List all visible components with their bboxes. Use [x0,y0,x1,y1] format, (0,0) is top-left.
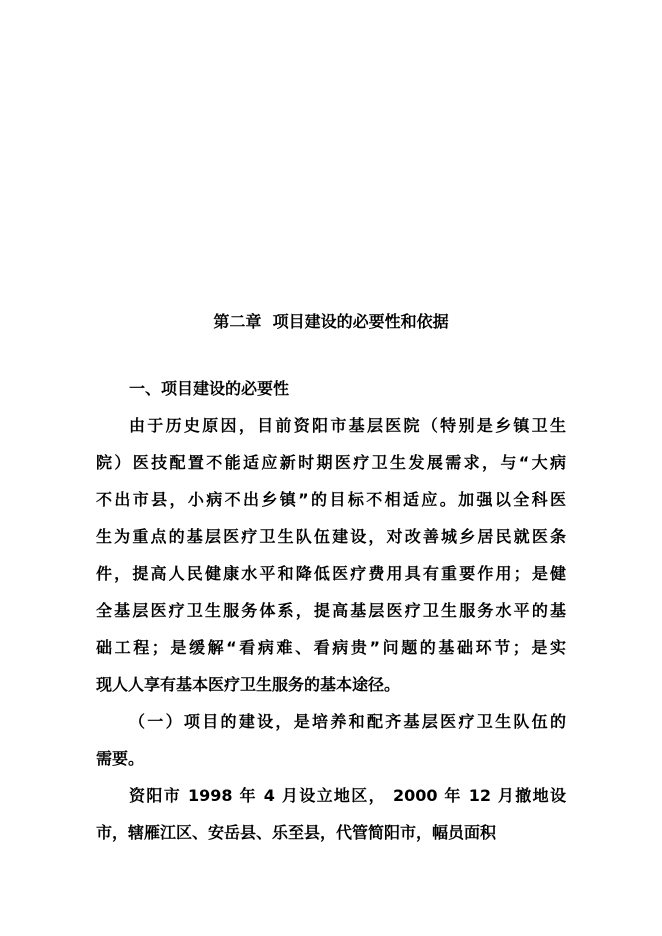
paragraph-2-line-2: 市，辖雁江区、安岳县、乐至县，代管简阳市，幅员面积 [96,823,497,842]
paragraph-1-line-8: 现人人享有基本医疗卫生服务的基本途径。 [96,675,401,694]
subsection-heading-line-2: 需要。 [96,749,145,768]
paragraph-1-line-4: 生为重点的基层医疗卫生队伍建设，对改善城乡居民就医条 [96,527,566,546]
paragraph-2-line-1: 资阳市 1998 年 4 月设立地区， 2000 年 12 月撤地设 [129,786,566,805]
paragraph-1-line-1: 由于历史原因，目前资阳市基层医院（特别是乡镇卫生 [129,416,566,435]
paragraph-1-line-5: 件，提高人民健康水平和降低医疗费用具有重要作用；是健 [96,564,566,583]
paragraph-1-line-2: 院）医技配置不能适应新时期医疗卫生发展需求，与“大病 [96,453,566,472]
paragraph-1-line-6: 全基层医疗卫生服务体系，提高基层医疗卫生服务水平的基 [96,601,566,620]
paragraph-1-line-3: 不出市县，小病不出乡镇”的目标不相适应。加强以全科医 [96,490,566,509]
section-heading: 一、项目建设的必要性 [129,379,290,398]
paragraph-1-line-7: 础工程；是缓解“看病难、看病贵”问题的基础环节；是实 [96,638,566,657]
chapter-title: 第二章 项目建设的必要性和依据 [213,312,449,331]
subsection-heading-line-1: （一）项目的建设，是培养和配齐基层医疗卫生队伍的 [129,712,566,731]
